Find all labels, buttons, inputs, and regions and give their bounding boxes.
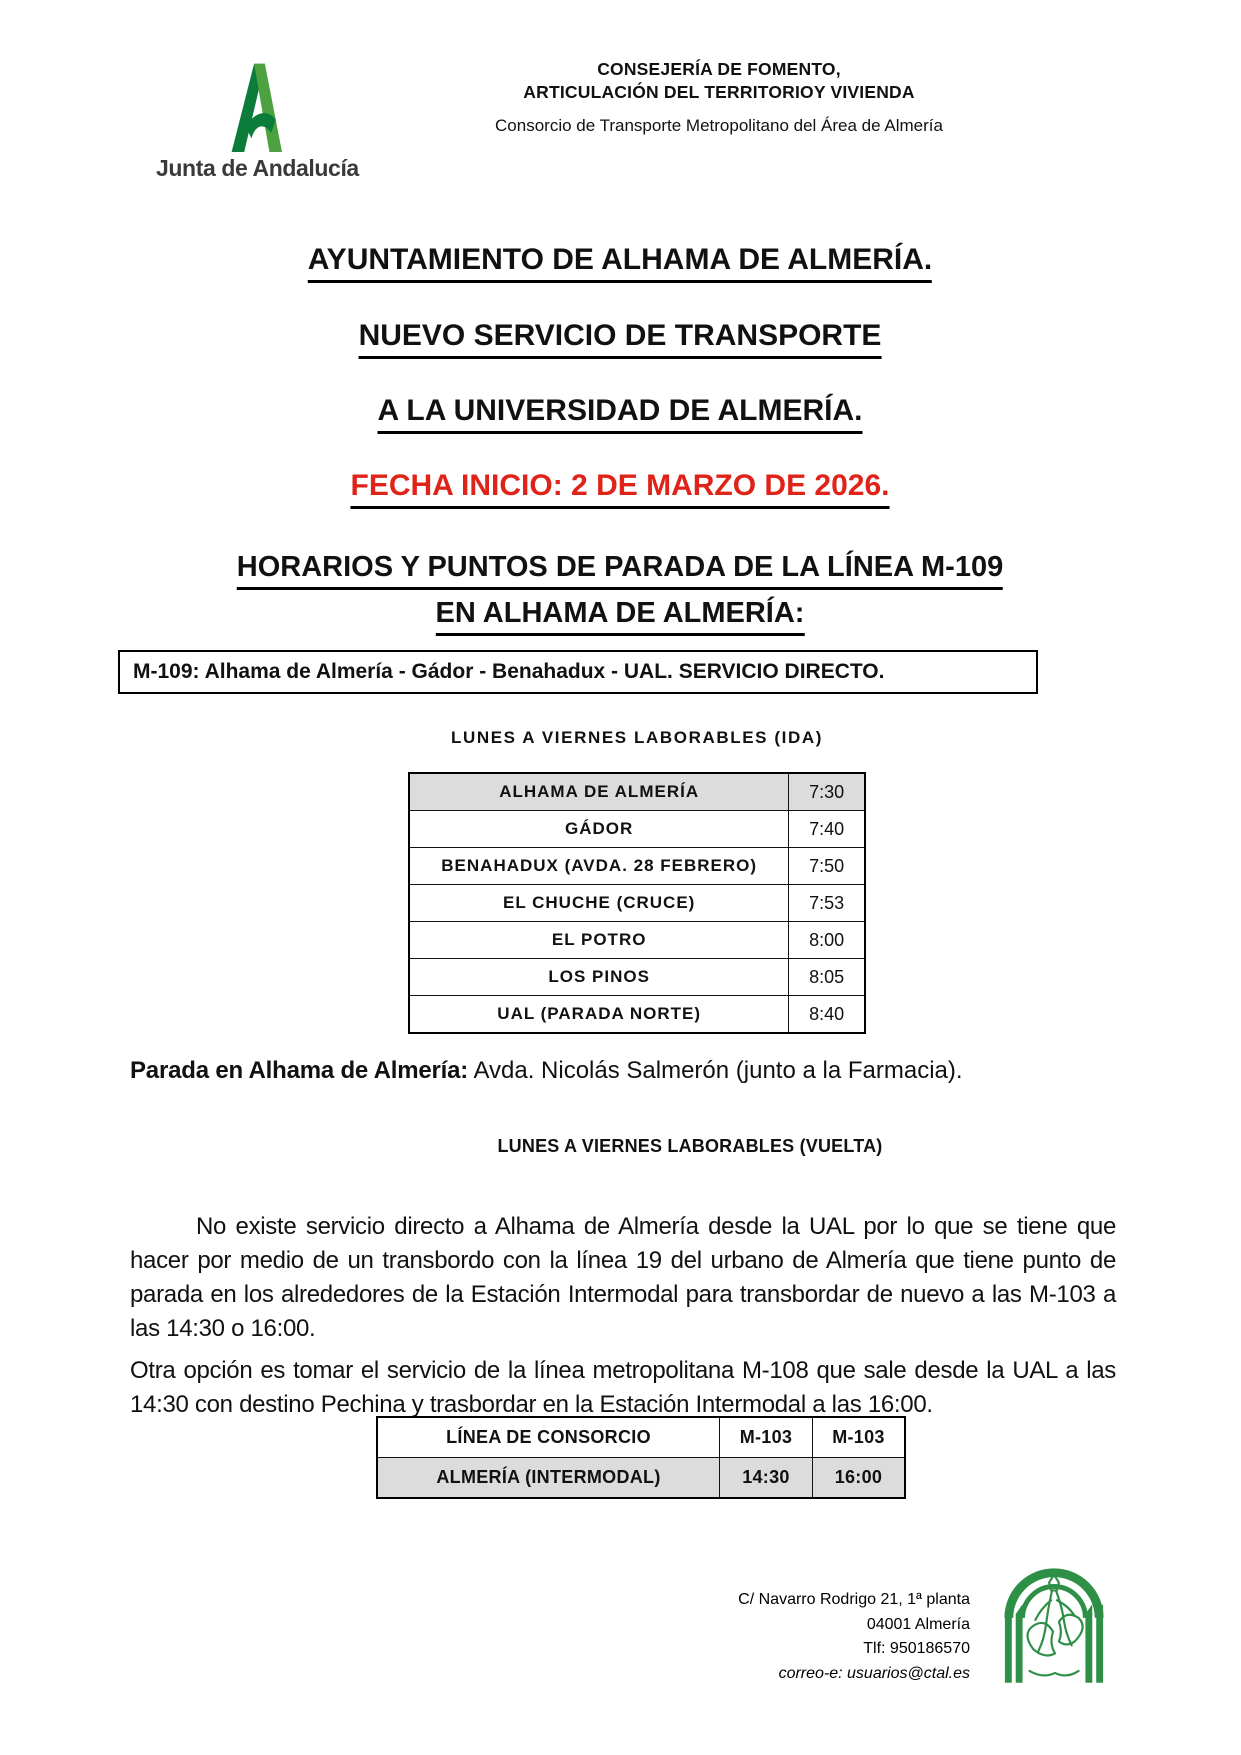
ida-caption: LUNES A VIERNES LABORABLES (IDA) xyxy=(450,728,824,747)
time-cell: 8:00 xyxy=(789,922,865,959)
time-cell: 8:05 xyxy=(789,959,865,996)
stop-cell: EL CHUCHE (CRUCE) xyxy=(409,885,789,922)
time-cell: 7:30 xyxy=(789,773,865,811)
org-line-1: CONSEJERÍA DE FOMENTO, xyxy=(597,59,841,79)
stop-cell: BENAHADUX (AVDA. 28 FEBRERO) xyxy=(409,848,789,885)
footer-address-block xyxy=(738,1588,970,1686)
stop-cell: GÁDOR xyxy=(409,811,789,848)
footer-phone: Tlf: 950186570 xyxy=(863,1640,970,1657)
table-row xyxy=(409,773,865,811)
parada-note xyxy=(130,1057,1130,1085)
table-row xyxy=(377,1417,905,1458)
time-cell: 7:40 xyxy=(789,811,865,848)
footer-address-line-1: C/ Navarro Rodrigo 21, 1ª planta xyxy=(738,1591,970,1608)
ida-schedule-table xyxy=(408,772,866,1034)
horarios-line-2: EN ALHAMA DE ALMERÍA: xyxy=(436,597,805,636)
footer-address-line-2: 04001 Almería xyxy=(866,1615,970,1633)
junta-logo-a-icon xyxy=(227,62,283,152)
route-box: M-109: Alhama de Almería - Gádor - Benahadux - UAL. SERVICIO DIRECTO. xyxy=(118,650,1038,694)
org-header xyxy=(468,58,970,137)
junta-logo-block xyxy=(156,62,359,182)
footer-email: correo-e: usuarios@ctal.es xyxy=(778,1664,970,1682)
junta-wordmark: Junta de Andalucía xyxy=(156,155,359,181)
fecha-inicio-text: FECHA INICIO: 2 DE MARZO DE 2026. xyxy=(351,469,890,509)
org-line-2: ARTICULACIÓN DEL TERRITORIOY VIVIENDA xyxy=(523,82,915,102)
consorcio-table xyxy=(376,1416,906,1499)
table-row xyxy=(409,811,865,848)
title-ayuntamiento xyxy=(308,243,932,283)
title-universidad-text: A LA UNIVERSIDAD DE ALMERÍA. xyxy=(377,394,862,434)
stop-cell: EL POTRO xyxy=(409,922,789,959)
table-row xyxy=(409,885,865,922)
horarios-line-1: HORARIOS Y PUNTOS DE PARADA DE LA LÍNEA M-109 xyxy=(237,551,1003,590)
stop-cell: ALHAMA DE ALMERÍA xyxy=(409,773,789,811)
table-row xyxy=(409,922,865,959)
title-ayuntamiento-text: AYUNTAMIENTO DE ALHAMA DE ALMERÍA. xyxy=(308,243,932,283)
junta-emblem-icon xyxy=(1000,1538,1108,1690)
time-cell: 7:50 xyxy=(789,848,865,885)
table-row xyxy=(377,1458,905,1499)
fecha-inicio-heading xyxy=(351,469,890,509)
stop-cell: UAL (PARADA NORTE) xyxy=(409,996,789,1034)
org-line-3: Consorcio de Transporte Metropolitano del Área de Almería xyxy=(495,116,943,135)
table-row xyxy=(409,848,865,885)
time-cell: 14:30 xyxy=(720,1458,813,1499)
time-cell: M-103 xyxy=(720,1417,813,1458)
title-nuevo-servicio xyxy=(359,319,882,359)
stop-cell: LOS PINOS xyxy=(409,959,789,996)
parada-value: Avda. Nicolás Salmerón (junto a la Farmacia). xyxy=(468,1057,963,1084)
vuelta-paragraph-2: Otra opción es tomar el servicio de la línea metropolitana M-108 que sale desde la UAL a las 14:30 con destino Pechina y trasbordar en la Estación Intermodal a las 16:00. xyxy=(130,1357,1116,1418)
time-cell: 7:53 xyxy=(789,885,865,922)
stop-cell: LÍNEA DE CONSORCIO xyxy=(377,1417,720,1458)
time-cell: 16:00 xyxy=(812,1458,905,1499)
vuelta-caption: LUNES A VIERNES LABORABLES (VUELTA) xyxy=(497,1136,883,1156)
horarios-heading xyxy=(237,551,1003,643)
table-row xyxy=(409,996,865,1034)
table-row xyxy=(409,959,865,996)
title-universidad xyxy=(377,394,862,434)
vuelta-paragraph-1: No existe servicio directo a Alhama de Almería desde la UAL por lo que se tiene que hacer por medio de un transbordo con la línea 19 del urbano de Almería que tiene punto de parada en los alrededores de la Estación Intermodal para transbordar de nuevo a las M-103 a las 14:30 o 16:00. xyxy=(130,1213,1116,1342)
stop-cell: ALMERÍA (INTERMODAL) xyxy=(377,1458,720,1499)
parada-label: Parada en Alhama de Almería: xyxy=(130,1057,469,1084)
time-cell: 8:40 xyxy=(789,996,865,1034)
time-cell: M-103 xyxy=(812,1417,905,1458)
title-nuevo-servicio-text: NUEVO SERVICIO DE TRANSPORTE xyxy=(359,319,882,359)
